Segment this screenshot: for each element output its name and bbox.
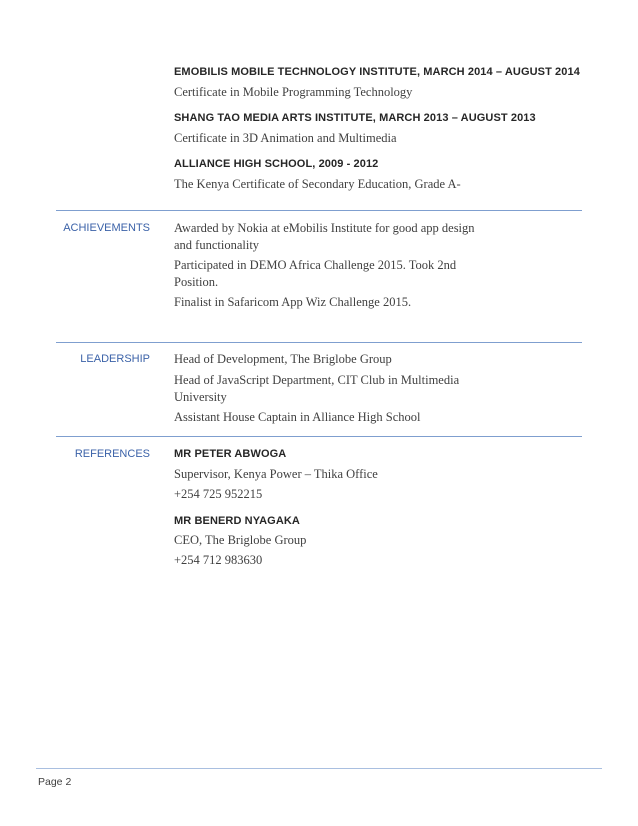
reference-role: CEO, The Briglobe Group [174, 533, 307, 547]
achievement-line: Awarded by Nokia at eMobilis Institute for good app design [174, 221, 475, 235]
achievement-line: Finalist in Safaricom App Wiz Challenge 2015. [174, 295, 412, 309]
education-heading: EMOBILIS MOBILE TECHNOLOGY INSTITUTE, MARCH 2014 – AUGUST 2014 [174, 66, 580, 78]
reference-name: MR PETER ABWOGA [174, 448, 287, 460]
footer-divider [36, 768, 602, 769]
education-heading: ALLIANCE HIGH SCHOOL, 2009 - 2012 [174, 158, 379, 170]
achievement-line: and functionality [174, 238, 260, 252]
achievement-line: Participated in DEMO Africa Challenge 2015. Took 2nd [174, 258, 457, 272]
reference-phone: +254 712 983630 [174, 553, 263, 567]
section-divider [56, 210, 582, 211]
references-label: REFERENCES [74, 448, 150, 460]
education-detail: Certificate in Mobile Programming Technology [174, 85, 413, 99]
section-divider [56, 342, 582, 343]
education-detail: The Kenya Certificate of Secondary Education, Grade A- [174, 177, 461, 191]
achievement-line: Position. [174, 275, 219, 289]
section-divider [56, 436, 582, 437]
achievements-label: ACHIEVEMENTS [63, 222, 150, 234]
leadership-label: LEADERSHIP [80, 353, 150, 365]
page-number: Page 2 [38, 776, 72, 788]
leadership-line: Head of Development, The Briglobe Group [174, 352, 392, 366]
reference-role: Supervisor, Kenya Power – Thika Office [174, 467, 378, 481]
leadership-line: University [174, 390, 227, 404]
leadership-line: Assistant House Captain in Alliance High School [174, 410, 421, 424]
reference-phone: +254 725 952215 [174, 487, 263, 501]
leadership-line: Head of JavaScript Department, CIT Club in Multimedia [174, 373, 460, 387]
reference-name: MR BENERD NYAGAKA [174, 515, 300, 527]
education-detail: Certificate in 3D Animation and Multimedia [174, 131, 397, 145]
education-heading: SHANG TAO MEDIA ARTS INSTITUTE, MARCH 2013 – AUGUST 2013 [174, 112, 536, 124]
